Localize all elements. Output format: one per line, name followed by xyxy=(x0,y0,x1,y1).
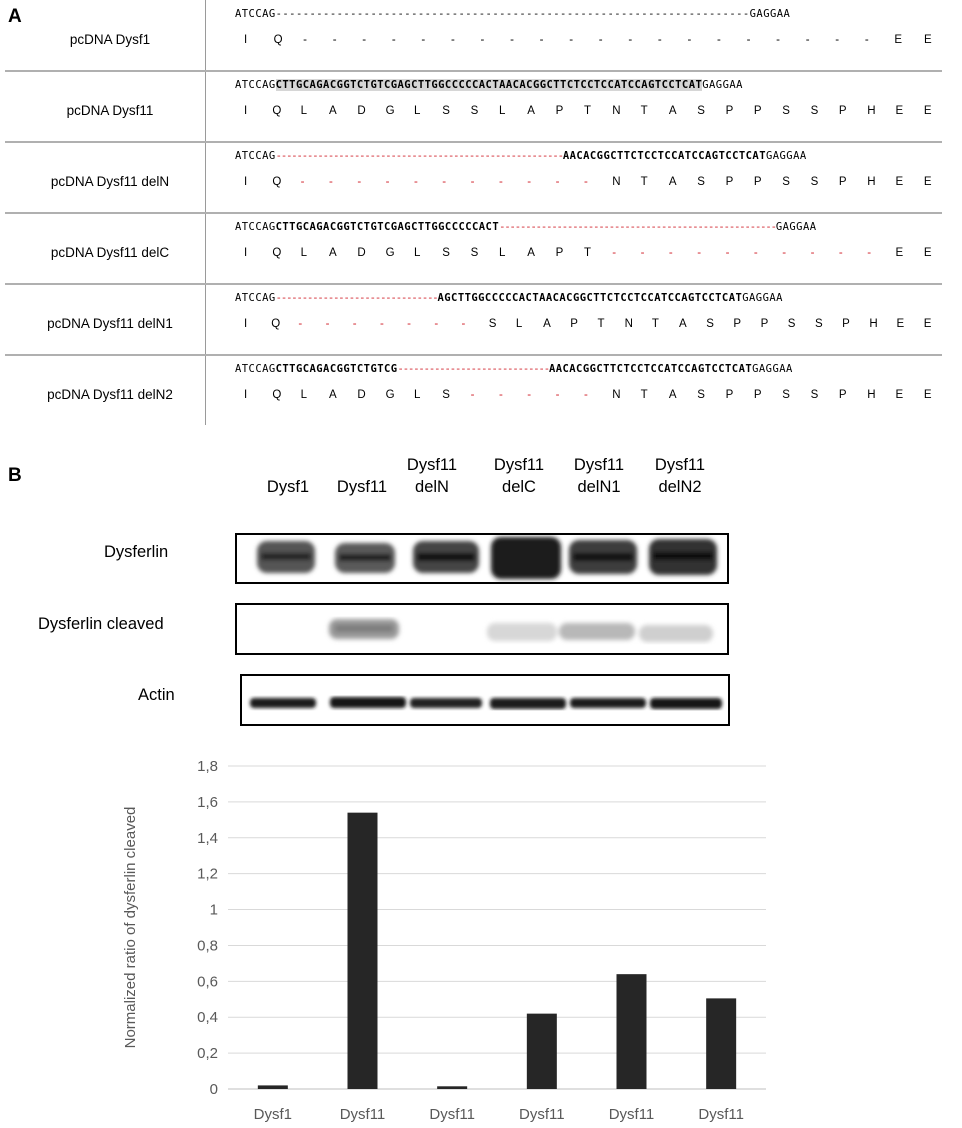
sequence-segment: GAGGAA xyxy=(742,292,783,304)
sequence-segment: ----------------------------------------------------- xyxy=(499,221,776,233)
amino-acid: - xyxy=(569,34,574,46)
row-label: pcDNA Dysf11 delN1 xyxy=(47,316,173,331)
amino-acid: P xyxy=(555,105,564,117)
sequence-segment: ---------------------------------------------------------------------- xyxy=(275,8,750,20)
lane-label-line2: delC xyxy=(502,478,536,496)
amino-acid-sequence xyxy=(244,318,951,330)
amino-acid: T xyxy=(640,176,648,188)
amino-acid: - xyxy=(300,176,305,188)
amino-acid-sequence xyxy=(244,247,952,259)
amino-acid: - xyxy=(379,318,384,330)
amino-acid: - xyxy=(598,34,603,46)
lane-label-line2: delN xyxy=(415,478,449,496)
amino-acid: - xyxy=(583,176,588,188)
actin-band-5 xyxy=(570,698,646,708)
amino-acid: P xyxy=(753,176,762,188)
amino-acid: - xyxy=(583,389,588,401)
lane-label xyxy=(635,454,725,498)
amino-acid: - xyxy=(668,247,673,259)
y-tick-label: 0 xyxy=(209,1081,218,1098)
amino-acid: L xyxy=(413,105,421,117)
amino-acid: - xyxy=(303,34,307,46)
amino-acid: - xyxy=(413,176,418,188)
amino-acid: S xyxy=(810,389,819,401)
bar xyxy=(348,813,378,1089)
lane-label-line1: Dysf11 xyxy=(493,456,545,474)
amino-acid: S xyxy=(782,105,790,117)
amino-acid: - xyxy=(717,34,721,46)
amino-acid: E xyxy=(923,34,932,46)
amino-acid: P xyxy=(838,389,847,401)
amino-acid: N xyxy=(612,389,621,401)
dna-sequence xyxy=(235,221,817,233)
amino-acid: P xyxy=(725,389,734,401)
amino-acid: - xyxy=(421,34,426,46)
sequence-segment: ----------------------------- xyxy=(397,363,549,375)
amino-acid: H xyxy=(867,105,876,117)
lane-label xyxy=(554,454,644,498)
row-separator xyxy=(5,212,942,214)
amino-acid: E xyxy=(896,318,905,330)
amino-acid: I xyxy=(244,176,248,188)
amino-acid: - xyxy=(725,247,730,259)
amino-acid: A xyxy=(668,105,677,117)
sequence-segment: GAGGAA xyxy=(765,150,807,162)
amino-acid: - xyxy=(434,318,439,330)
amino-acid: A xyxy=(668,176,677,188)
sequence-segment: ATCCAG xyxy=(235,150,276,162)
bar xyxy=(437,1086,467,1089)
amino-acid: P xyxy=(725,176,734,188)
sequence-segment: AACACGGCTTCTCCTCCATCCAGTCCTCAT xyxy=(562,150,766,162)
amino-acid: P xyxy=(725,105,734,117)
amino-acid: P xyxy=(753,105,762,117)
y-tick-label: 1,8 xyxy=(197,758,218,775)
lane-label-line2: Dysf11 xyxy=(336,478,388,496)
amino-acid: - xyxy=(640,247,645,259)
amino-acid: - xyxy=(867,247,872,259)
panel-b-letter: B xyxy=(8,465,22,486)
row-separator xyxy=(5,283,942,285)
amino-acid: T xyxy=(597,318,605,330)
amino-acid: Q xyxy=(272,247,282,259)
y-tick-label: 0,2 xyxy=(197,1045,218,1063)
y-tick-label: 1 xyxy=(209,901,218,919)
row-label: pcDNA Dysf11 delN2 xyxy=(47,387,173,402)
amino-acid: - xyxy=(687,34,692,46)
sequence-segment: ATCCAG xyxy=(235,363,276,375)
amino-acid: - xyxy=(782,247,787,259)
amino-acid: N xyxy=(612,176,621,188)
row-separator xyxy=(5,354,942,356)
amino-acid: - xyxy=(527,176,532,188)
amino-acid: E xyxy=(923,318,932,330)
amino-acid: H xyxy=(867,389,876,401)
amino-acid-sequence xyxy=(244,105,952,117)
sequence-segment: GAGGAA xyxy=(702,79,743,91)
amino-acid: - xyxy=(838,247,843,259)
row-label: pcDNA Dysf11 delN xyxy=(50,174,170,189)
dna-sequence xyxy=(235,79,743,91)
amino-acid: - xyxy=(332,34,337,46)
amino-acid: A xyxy=(668,389,677,401)
amino-acid: S xyxy=(782,389,790,401)
amino-acid: A xyxy=(543,318,551,330)
blot-label-actin: Actin xyxy=(138,686,175,704)
amino-acid: S xyxy=(697,105,705,117)
amino-acid: I xyxy=(244,389,248,401)
amino-acid: - xyxy=(753,247,758,259)
row-separator xyxy=(5,70,942,72)
amino-acid: P xyxy=(733,318,742,330)
amino-acid: - xyxy=(555,176,560,188)
amino-acid: D xyxy=(357,247,366,259)
amino-acid: E xyxy=(895,105,904,117)
amino-acid: T xyxy=(583,105,591,117)
amino-acid: S xyxy=(782,176,790,188)
amino-acid: - xyxy=(362,34,367,46)
lane-label-line2: delN2 xyxy=(658,478,702,496)
amino-acid: S xyxy=(442,105,450,117)
cleaved-band-delN2 xyxy=(639,625,713,642)
amino-acid: E xyxy=(923,389,932,401)
amino-acid: Q xyxy=(272,389,282,401)
row-label: pcDNA Dysf11 xyxy=(66,103,154,118)
amino-acid: - xyxy=(864,34,869,46)
amino-acid: T xyxy=(640,105,648,117)
amino-acid: - xyxy=(385,176,390,188)
amino-acid: A xyxy=(328,247,337,259)
lane-label-line2: Dysf1 xyxy=(266,478,310,496)
amino-acid: P xyxy=(753,389,762,401)
amino-acid: A xyxy=(328,105,337,117)
amino-acid: - xyxy=(298,318,303,330)
actin-band-2 xyxy=(330,697,406,708)
amino-acid: N xyxy=(624,318,633,330)
band-delC xyxy=(491,537,561,579)
amino-acid: - xyxy=(470,176,475,188)
sequence-segment: GAGGAA xyxy=(749,8,791,20)
amino-acid: Q xyxy=(273,34,283,46)
lane-label-line1: Dysf11 xyxy=(406,456,458,474)
amino-acid: - xyxy=(527,389,532,401)
amino-acid: L xyxy=(413,389,421,401)
amino-acid-sequence xyxy=(244,389,952,401)
amino-acid: - xyxy=(835,34,840,46)
amino-acid: L xyxy=(413,247,421,259)
x-tick-label: Dysf11 xyxy=(339,1106,386,1123)
amino-acid: P xyxy=(838,176,847,188)
amino-acid: Q xyxy=(271,318,281,330)
amino-acid-sequence xyxy=(244,34,954,46)
blot-actin xyxy=(240,674,730,726)
amino-acid: - xyxy=(697,247,702,259)
amino-acid: - xyxy=(407,318,411,330)
amino-acid: P xyxy=(838,105,847,117)
y-tick-label: 0,6 xyxy=(197,973,218,991)
amino-acid: - xyxy=(510,34,514,46)
blot-label-cleaved: Dysferlin cleaved xyxy=(38,615,164,633)
bar xyxy=(527,1014,557,1089)
amino-acid: - xyxy=(391,34,396,46)
amino-acid: S xyxy=(470,247,479,259)
blot-cleaved xyxy=(235,603,729,655)
amino-acid: I xyxy=(244,247,248,259)
sequence-segment: AACACGGCTTCTCCTCCATCCAGTCCTCAT xyxy=(548,363,753,375)
x-tick-label: Dysf1 xyxy=(253,1106,293,1123)
amino-acid: - xyxy=(357,176,362,188)
dna-sequence xyxy=(235,363,793,375)
sequence-segment: CTTGCAGACGGTCTGTCGAGCTTGGCCCCCACTAACACGGCTTCTCCTCCATCCAGTCCTCAT xyxy=(275,79,703,91)
lane-label xyxy=(474,454,564,498)
dna-sequence xyxy=(235,8,790,20)
amino-acid: A xyxy=(527,105,535,117)
amino-acid: Q xyxy=(272,105,282,117)
amino-acid: - xyxy=(450,34,455,46)
amino-acid: S xyxy=(697,389,705,401)
y-tick-label: 1,6 xyxy=(197,793,218,811)
amino-acid: N xyxy=(612,105,621,117)
amino-acid: L xyxy=(300,247,308,259)
amino-acid: S xyxy=(442,389,450,401)
amino-acid: - xyxy=(539,34,544,46)
amino-acid: E xyxy=(894,34,903,46)
sequence-segment: ATCCAG xyxy=(235,292,276,304)
sequence-segment: CTTGCAGACGGTCTGTCGAGCTTGGCCCCCACT xyxy=(275,221,500,233)
amino-acid: S xyxy=(470,105,479,117)
bar xyxy=(258,1085,288,1089)
amino-acid: - xyxy=(352,318,357,330)
amino-acid: S xyxy=(442,247,450,259)
amino-acid: L xyxy=(498,105,506,117)
amino-acid: S xyxy=(706,318,714,330)
amino-acid: H xyxy=(869,318,878,330)
amino-acid: - xyxy=(805,34,810,46)
x-tick-label: Dysf11 xyxy=(698,1106,744,1123)
amino-acid: I xyxy=(244,34,248,46)
lane-label-line1: Dysf11 xyxy=(573,456,625,474)
sequence-segment: ------------------------------------------------------- xyxy=(275,150,563,162)
amino-acid: I xyxy=(244,105,248,117)
actin-band-6 xyxy=(650,698,722,709)
amino-acid: - xyxy=(657,34,662,46)
amino-acid: T xyxy=(583,247,591,259)
sequence-segment: GAGGAA xyxy=(752,363,793,375)
amino-acid-sequence xyxy=(244,176,952,188)
dysferlin-bands xyxy=(237,535,727,582)
amino-acid: G xyxy=(385,105,395,117)
amino-acid: D xyxy=(357,105,366,117)
cleaved-band-delC xyxy=(487,623,557,641)
row-separator xyxy=(5,141,942,143)
cleaved-bands xyxy=(237,605,727,653)
amino-acid: T xyxy=(651,318,659,330)
dna-sequence xyxy=(235,150,807,162)
sequence-segment: AGCTTGGCCCCCACTAACACGGCTTCTCCTCCATCCAGTCCTCAT xyxy=(437,292,743,304)
amino-acid: - xyxy=(810,247,815,259)
amino-acid: - xyxy=(325,318,330,330)
amino-acid: E xyxy=(895,389,904,401)
amino-acid: - xyxy=(628,34,633,46)
amino-acid: P xyxy=(570,318,578,330)
y-tick-label: 0,4 xyxy=(197,1009,218,1027)
amino-acid: I xyxy=(244,318,248,330)
blot-label-dysferlin: Dysferlin xyxy=(104,543,169,561)
sequence-segment: ATCCAG xyxy=(235,221,276,233)
amino-acid: S xyxy=(810,105,819,117)
cleaved-band-delN1 xyxy=(559,623,635,640)
sequence-segment: ATCCAG xyxy=(235,79,276,91)
panel-a-letter: A xyxy=(8,6,22,27)
amino-acid: S xyxy=(697,176,705,188)
cleaved-ratio-chart xyxy=(115,750,795,1128)
amino-acid: E xyxy=(895,176,904,188)
amino-acid: T xyxy=(640,389,648,401)
amino-acid: S xyxy=(787,318,796,330)
amino-acid: - xyxy=(328,176,333,188)
bar xyxy=(706,998,736,1089)
amino-acid: P xyxy=(760,318,769,330)
lane-label xyxy=(387,454,477,498)
actin-band-1 xyxy=(250,698,316,708)
amino-acid: E xyxy=(923,247,932,259)
amino-acid: - xyxy=(442,176,447,188)
x-tick-label: Dysf11 xyxy=(429,1106,475,1123)
amino-acid: A xyxy=(328,389,337,401)
lane-label-line1: Dysf11 xyxy=(654,456,706,474)
amino-acid: - xyxy=(498,389,503,401)
lane-label-line2: delN1 xyxy=(577,478,621,496)
actin-band-3 xyxy=(410,698,482,708)
amino-acid: A xyxy=(527,247,535,259)
amino-acid: - xyxy=(612,247,617,259)
amino-acid: S xyxy=(814,318,823,330)
sequence-segment: GAGGAA xyxy=(775,221,817,233)
amino-acid: S xyxy=(488,318,497,330)
dna-sequence xyxy=(235,292,783,304)
x-tick-label: Dysf11 xyxy=(608,1106,655,1123)
amino-acid: G xyxy=(385,389,395,401)
amino-acid: P xyxy=(555,247,564,259)
y-tick-label: 1,2 xyxy=(197,865,218,883)
amino-acid: Q xyxy=(272,176,282,188)
y-tick-label: 0,8 xyxy=(197,937,218,955)
bar xyxy=(617,974,647,1089)
amino-acid: A xyxy=(679,318,687,330)
amino-acid: G xyxy=(385,247,395,259)
amino-acid: - xyxy=(746,34,751,46)
amino-acid: L xyxy=(498,247,506,259)
amino-acid: - xyxy=(776,34,780,46)
amino-acid: D xyxy=(357,389,366,401)
amino-acid: - xyxy=(555,389,560,401)
amino-acid: - xyxy=(480,34,485,46)
amino-acid: E xyxy=(895,247,904,259)
amino-acid: H xyxy=(867,176,876,188)
amino-acid: L xyxy=(300,105,308,117)
row-label: pcDNA Dysf11 delC xyxy=(50,245,170,260)
actin-band-4 xyxy=(490,698,566,709)
sequence-segment: ATCCAG xyxy=(235,8,276,20)
blot-dysferlin xyxy=(235,533,729,584)
amino-acid: - xyxy=(470,389,475,401)
sequence-segment: CTTGCAGACGGTCTGTCG xyxy=(275,363,398,375)
actin-bands xyxy=(242,676,728,724)
amino-acid: E xyxy=(923,105,932,117)
amino-acid: - xyxy=(461,318,466,330)
amino-acid: S xyxy=(810,176,819,188)
amino-acid: P xyxy=(842,318,850,330)
amino-acid: L xyxy=(300,389,308,401)
sequence-segment: ------------------------------- xyxy=(275,292,438,304)
x-tick-label: Dysf11 xyxy=(519,1106,565,1123)
amino-acid: L xyxy=(515,318,523,330)
y-tick-label: 1,4 xyxy=(197,829,218,847)
row-label: pcDNA Dysf1 xyxy=(69,32,151,47)
y-axis-label: Normalized ratio of dysferlin cleaved xyxy=(122,806,139,1049)
amino-acid: - xyxy=(498,176,503,188)
amino-acid: E xyxy=(923,176,932,188)
